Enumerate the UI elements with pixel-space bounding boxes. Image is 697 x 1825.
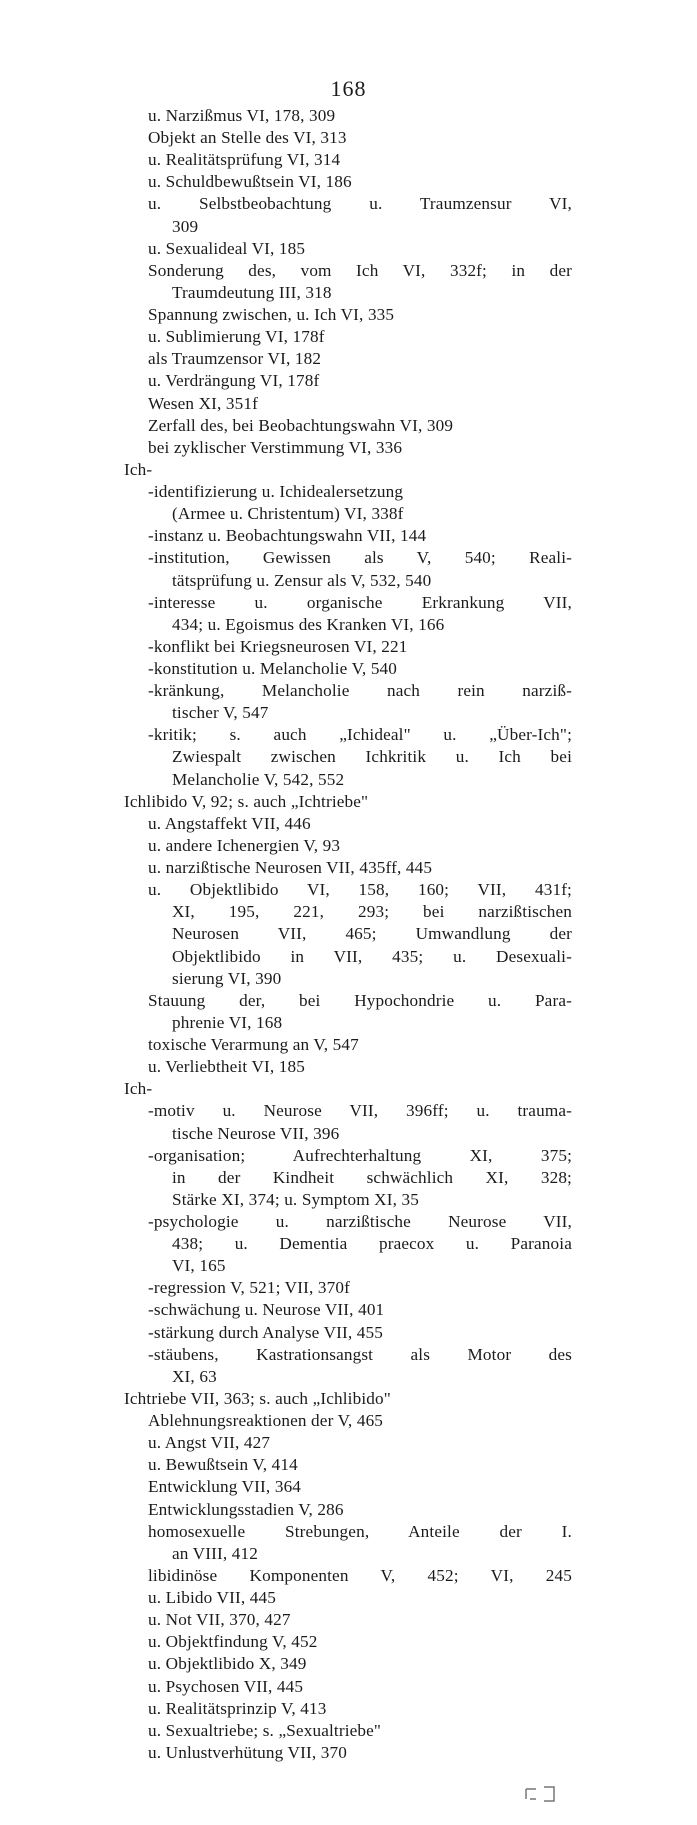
index-entry-line: Sonderung des, vom Ich VI, 332f; in der <box>148 260 572 280</box>
index-entry-line: homosexuelle Strebungen, Anteile der I. <box>148 1521 572 1541</box>
index-entry-line: -konstitution u. Melancholie V, 540 <box>148 659 398 678</box>
index-entry-line: 309 <box>172 216 199 236</box>
index-entry-line: bei zyklischer Verstimmung VI, 336 <box>148 437 403 457</box>
index-entry-line: -instanz u. Beobachtungswahn VII, 144 <box>148 526 427 546</box>
index-entry-line: u. Realitätsprüfung VI, 314 <box>148 150 341 170</box>
index-entry-line: u. Sexualideal VI, 185 <box>148 238 306 258</box>
index-entry-line: -institution, Gewissen als V, 540; Reali- <box>148 548 572 568</box>
index-entry-line: u. Selbstbeobachtung u. Traumzensur VI, <box>148 194 572 214</box>
index-entry-line: -regression V, 521; VII, 370f <box>148 1278 350 1298</box>
index-headword-line: Ichtriebe VII, 363; s. auch „Ichlibido" <box>124 1388 391 1408</box>
index-entry-line: libidinöse Komponenten V, 452; VI, 245 <box>148 1565 572 1585</box>
index-entry-line: -psychologie u. narzißtische Neurose VII, <box>148 1212 572 1231</box>
index-entry-line: u. Angst VII, 427 <box>148 1433 271 1453</box>
index-entry-line: u. Objektlibido VI, 158, 160; VII, 431f; <box>148 880 572 900</box>
index-entry-line: Spannung zwischen, u. Ich VI, 335 <box>148 305 395 325</box>
index-entry-line: -konflikt bei Kriegsneurosen VI, 221 <box>148 636 408 656</box>
index-entry-line: Ablehnungsreaktionen der V, 465 <box>148 1411 384 1431</box>
index-entry-line: u. Objektlibido X, 349 <box>148 1654 307 1674</box>
index-entry-line: u. Narzißmus VI, 178, 309 <box>148 106 336 125</box>
index-entry-line: Stärke XI, 374; u. Symptom XI, 35 <box>172 1189 419 1209</box>
index-entry-line: Melancholie V, 542, 552 <box>172 769 345 789</box>
index-entry-line: tätsprüfung u. Zensur als V, 532, 540 <box>172 570 432 590</box>
index-entry-line: 434; u. Egoismus des Kranken VI, 166 <box>172 614 445 634</box>
index-entry-line: u. Verliebtheit VI, 185 <box>148 1057 306 1077</box>
index-entry-line: Zerfall des, bei Beobachtungswahn VI, 309 <box>148 415 454 435</box>
index-entry-line: (Armee u. Christentum) VI, 338f <box>172 504 404 524</box>
index-entry-line: u. Schuldbewußtsein VI, 186 <box>148 172 352 192</box>
index-entry-line: -stärkung durch Analyse VII, 455 <box>148 1322 384 1342</box>
index-entry-line: u. Libido VII, 445 <box>148 1588 276 1608</box>
index-entry-line: -interesse u. organische Erkrankung VII, <box>148 592 572 612</box>
page-number: 168 <box>330 76 367 101</box>
index-entry-line: tische Neurose VII, 396 <box>172 1123 340 1143</box>
index-entry-line: Stauung der, bei Hypochondrie u. Para- <box>148 990 572 1010</box>
index-entry-line: 438; u. Dementia praecox u. Paranoia <box>172 1234 572 1254</box>
index-entry-line: Wesen XI, 351f <box>148 393 259 413</box>
index-entry-line: Traumdeutung III, 318 <box>172 282 332 302</box>
index-entry-line: u. andere Ichenergien V, 93 <box>148 835 341 855</box>
index-entry-line: u. narzißtische Neurosen VII, 435ff, 445 <box>148 858 433 878</box>
index-entry-line: -stäubens, Kastrationsangst als Motor des <box>148 1344 572 1364</box>
index-entry-line: Neurosen VII, 465; Umwandlung der <box>172 924 572 944</box>
index-entry-line: u. Angstaffekt VII, 446 <box>148 813 311 833</box>
index-entry-line: -schwächung u. Neurose VII, 401 <box>148 1300 385 1320</box>
index-entry-line: u. Objektfindung V, 452 <box>148 1632 318 1652</box>
index-entry-line: tischer V, 547 <box>172 703 269 723</box>
index-entry-line: Zwiespalt zwischen Ichkritik u. Ich bei <box>172 747 572 767</box>
index-entry-line: Entwicklungsstadien V, 286 <box>148 1499 344 1519</box>
index-entry-line: sierung VI, 390 <box>172 968 282 988</box>
index-entry-line: toxische Verarmung an V, 547 <box>148 1035 359 1055</box>
index-entry-line: -motiv u. Neurose VII, 396ff; u. trauma- <box>148 1101 572 1121</box>
index-headword-line: Ich- <box>124 459 153 479</box>
index-entry-line: als Traumzensor VI, 182 <box>148 349 322 369</box>
index-entry-line: u. Psychosen VII, 445 <box>148 1676 304 1696</box>
index-entry-line: u. Unlustverhütung VII, 370 <box>148 1742 347 1762</box>
index-entry-line: XI, 63 <box>172 1366 217 1386</box>
index-entry-line: Objekt an Stelle des VI, 313 <box>148 128 347 148</box>
index-entry-line: u. Not VII, 370, 427 <box>148 1610 291 1630</box>
corner-mark-icon <box>524 1785 556 1803</box>
index-entry-line: u. Verdrängung VI, 178f <box>148 371 320 391</box>
index-entry-line: -kränkung, Melancholie nach rein narziß- <box>148 681 572 701</box>
index-entry-line: XI, 195, 221, 293; bei narzißtischen <box>172 902 572 922</box>
index-entry-line: u. Realitätsprinzip V, 413 <box>148 1698 327 1718</box>
index-entry-line: Entwicklung VII, 364 <box>148 1477 302 1497</box>
index-entry-line: in der Kindheit schwächlich XI, 328; <box>172 1167 572 1187</box>
index-entry-line: VI, 165 <box>172 1256 226 1276</box>
index-entry-line: Objektlibido in VII, 435; u. Desexuali- <box>172 946 572 966</box>
index-entry-line: u. Sublimierung VI, 178f <box>148 327 325 347</box>
index-entry-line: -organisation; Aufrechterhaltung XI, 375; <box>148 1145 572 1165</box>
index-entry-line: u. Sexualtriebe; s. „Sexualtriebe" <box>148 1720 382 1740</box>
index-headword-line: Ichlibido V, 92; s. auch „Ichtriebe" <box>124 791 369 811</box>
index-entry-line: -identifizierung u. Ichidealersetzung <box>148 482 404 502</box>
index-entry-line: phrenie VI, 168 <box>172 1012 283 1032</box>
index-entry-line: an VIII, 412 <box>172 1543 258 1563</box>
index-headword-line: Ich- <box>124 1079 153 1099</box>
index-entry-line: u. Bewußtsein V, 414 <box>148 1455 298 1475</box>
index-entry-line: -kritik; s. auch „Ichideal" u. „Über-Ich"; <box>148 725 572 745</box>
